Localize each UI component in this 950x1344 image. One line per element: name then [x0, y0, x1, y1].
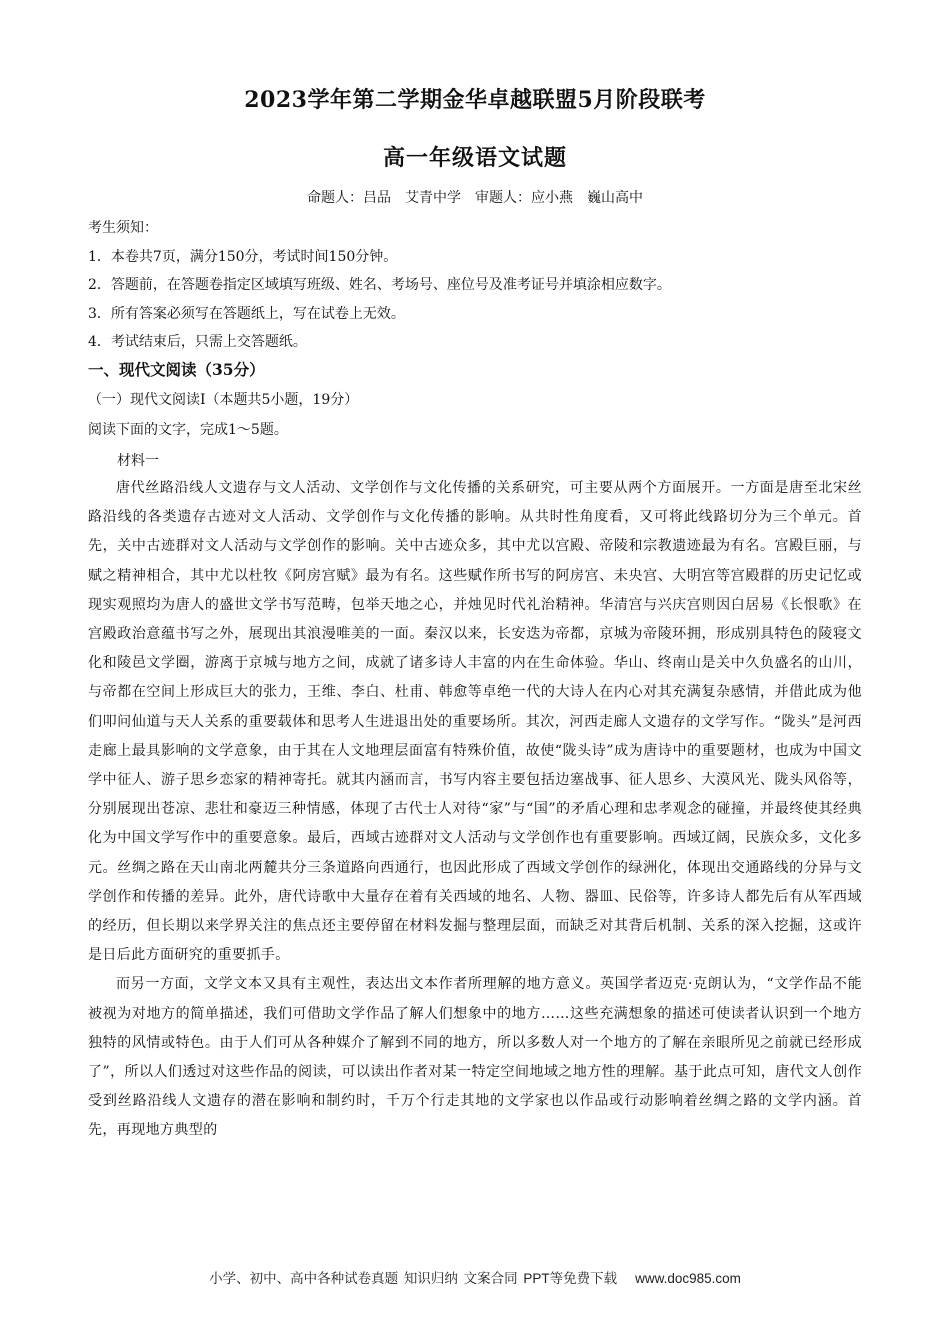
passage-paragraph: 唐代丝路沿线人文遗存与文人活动、文学创作与文化传播的关系研究，可主要从两个方面展开。一方面是唐至北宋丝路沿线的各类遗存古迹对文人活动、文学创作与文化传播的影响。从共时性角度看，又可将此线路切分为三个单元。首先，关中古迹群对文人活动与文学创作的影响。关中古迹众多，其中尤以宫殿、帝陵和宗教遗迹最为有名。宫殿巨丽，与赋之精神相合，其中尤以杜牧《阿房宫赋》最为有名。这些赋作所书写的阿房宫、未央宫、大明宫等宫殿群的历史记忆或现实观照均为唐人的盛世文学书写范畴，包举天地之心，并烛见时代礼治精神。华清宫与兴庆宫则因白居易《长恨歌》在宫殿政治意蕴书写之外，展现出其浪漫唯美的一面。秦汉以来，长安迭为帝都，京城为帝陵环拥，形成别具特色的陵寝文化和陵邑文学圈，游离于京城与地方之间，成就了诸多诗人丰富的内在生命体验。华山、终南山是关中久负盛名的山川，与帝都在空间上形成巨大的张力，王维、李白、杜甫、韩愈等卓绝一代的大诗人在内心对其充满复杂感情，并借此成为他们叩问仙道与天人关系的重要载体和思考人生进退出处的重要场所。其次，河西走廊人文遗存的文学写作。“陇头”是河西走廊上最具影响的文学意象，由于其在人文地理层面富有特殊价值，故使“陇头诗”成为唐诗中的重要题材，也成为中国文学中征人、游子思乡恋家的精神寄托。就其内涵而言，书写内容主要包括边塞战事、征人思乡、大漠风光、陇头风俗等，分别展现出苍凉、悲壮和豪迈三种情感，体现了古代士人对待“家”与“国”的矛盾心理和忠孝观念的碰撞，并最终使其经典化为中国文学写作中的重要意象。最后，西域古迹群对文人活动与文学创作也有重要影响。西域辽阔，民族众多，文化多元。丝绸之路在天山南北两麓共分三条道路向西通行，也因此形成了西域文学创作的绿洲化，体现出交通路线的分异与文学创作和传播的差异。此外，唐代诗歌中大量存在着有关西域的地名、人物、器皿、民俗等，许多诗人都先后有从军西域的经历，但长期以来学界关注的焦点还主要停留在材料发掘与整理层面，而缺乏对其背后机制、关系的深入挖掘，这或许是日后此方面研究的重要抓手。 — [88, 480, 862, 964]
notice-item: 1．本卷共7页，满分150分，考试时间150分钟。 — [88, 248, 398, 265]
passage-paragraph: 而另一方面，文学文本又具有主观性，表达出文本作者所理解的地方意义。英国学者迈克·克朗认为，“文学作品不能被视为对地方的简单描述，我们可借助文学作品了解人们想象中的地方……这些充满想象的描述可使读者认识到一个地方独特的风情或特色。由于人们可从各种媒介了解到不同的地方，所以多数人对一个地方的了解在亲眼所见之前就已经形成了”，所以人们透过对这些作品的阅读，可以读出作者对某一特定空间地域之地方性的理解。基于此点可知，唐代文人创作受到丝路沿线人文遗存的潜在影响和制约时，千万个行走其地的文学家也以作品或行动影响着丝绸之路的文学内涵。首先，再现地方典型的 — [88, 976, 862, 1139]
exam-authors: 命题人：吕品 艾青中学 审题人：应小燕 巍山高中 — [307, 190, 643, 206]
subsection-heading: （一）现代文阅读Ⅰ（本题共5小题，19分） — [88, 392, 359, 408]
footer-text: 小学、初中、高中各种试卷真题 知识归纳 文案合同 PPT等免费下载 — [209, 1271, 618, 1286]
material-label: 材料一 — [117, 453, 159, 469]
exam-subtitle: 高一年级语文试题 — [382, 145, 567, 171]
candidate-notice — [88, 214, 868, 357]
page-footer — [0, 1267, 950, 1287]
section-heading: 一、现代文阅读（35分） — [88, 360, 265, 379]
exam-title: 2023学年第二学期金华卓越联盟5月阶段联考 — [244, 87, 706, 113]
notice-item: 3．所有答案必须写在答题纸上，写在试卷上无效。 — [88, 305, 405, 322]
reading-instruction: 阅读下面的文字，完成1～5题。 — [88, 422, 288, 438]
notice-item: 4．考试结束后，只需上交答题纸。 — [88, 334, 307, 350]
notice-heading: 考生须知： — [88, 220, 158, 236]
notice-item: 2．答题前，在答题卷指定区域填写班级、姓名、考场号、座位号及准考证号并填涂相应数字。 — [88, 277, 671, 293]
reading-passage — [88, 474, 862, 1146]
footer-site-link[interactable]: www.doc985.com — [635, 1271, 741, 1286]
